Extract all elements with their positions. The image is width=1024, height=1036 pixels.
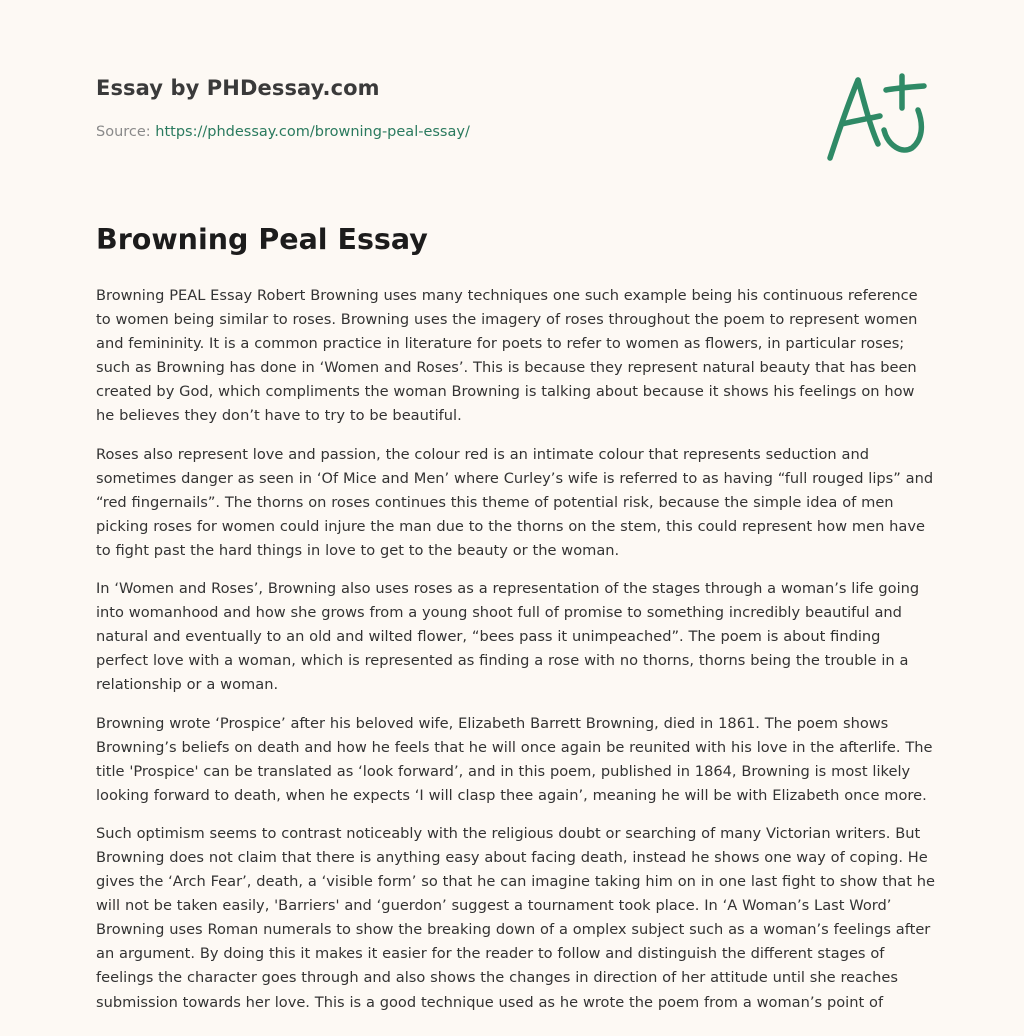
essay-paragraph: Roses also represent love and passion, the colour red is an intimate colour that represents seduction and sometimes danger as seen in ‘Of Mice and Men’ where Curley’s wife is referred to as having “full rouged lips” and “red fingernails”. The thorns on roses continues this theme of potential risk, because the simple idea of men picking roses for women could injure the man due to the thorns on the stem, this could represent how men have to fight past the hard things in love to get to the beauty or the woman. — [96, 445, 934, 559]
essay-paragraph: Such optimism seems to contrast noticeably with the religious doubt or searching of many Victorian writers. But Browning does not claim that there is anything easy about facing death, instead he shows one way of coping. He gives the ‘Arch Fear’, death, a ‘visible form’ so that he can imagine taking him on in one last fight to show that he will not be taken easily, 'Barriers' and ‘guerdon’ suggest a tournament took place. In ‘A Woman’s Last Word’ Browning uses Roman numerals to show the breaking down of a omplex subject such as a woman’s feelings after an argument. By doing this it makes it easier for the reader to follow and distinguish the different stages of feelings the character goes through and also shows the changes in direction of her attitude until she reaches submission towards her love. This is a good technique used as he wrote the poem from a woman’s point of — [96, 824, 936, 1011]
essay-paragraph: In ‘Women and Roses’, Browning also uses roses as a representation of the stages through a woman’s life going into womanhood and how she grows from a young shoot full of promise to something incredibly beautiful and natural and eventually to an old and wilted flower, “bees pass it unimpeached”. The poem is about finding perfect love with a woman, which is represented as finding a rose with no thorns, thorns being the trouble in a relationship or a woman. — [96, 580, 920, 694]
essay-paragraph: Browning PEAL Essay Robert Browning uses many techniques one such example being his continuous reference to women being similar to roses. Browning uses the imagery of roses throughout the poem to represent women and femininity. It is a common practice in literature for poets to refer to women as flowers, in particular roses; such as Browning has done in ‘Women and Roses’. This is because they represent natural beauty that has been created by God, which compliments the woman Browning is talking about because it shows his feelings on how he believes they don’t have to try to be beautiful. — [96, 287, 918, 425]
essay-title: Browning Peal Essay — [96, 223, 428, 256]
source-link[interactable]: https://phdessay.com/browning-peal-essay/ — [155, 124, 470, 140]
source-label: Source: — [96, 124, 151, 140]
essay-paragraph: Browning wrote ‘Prospice’ after his beloved wife, Elizabeth Barrett Browning, died in 1861. The poem shows Browning’s beliefs on death and how he feels that he will once again be reunited with his love in the afterlife. The title 'Prospice' can be translated as ‘look forward’, and in this poem, published in 1864, Browning is most likely looking forward to death, when he expects ‘I will clasp thee again’, meaning he will be with Elizabeth once more. — [96, 714, 933, 804]
source-line — [96, 124, 470, 140]
site-title: Essay by PHDessay.com — [96, 76, 380, 100]
essay-body — [96, 284, 936, 1029]
a-plus-logo-icon — [820, 66, 932, 166]
